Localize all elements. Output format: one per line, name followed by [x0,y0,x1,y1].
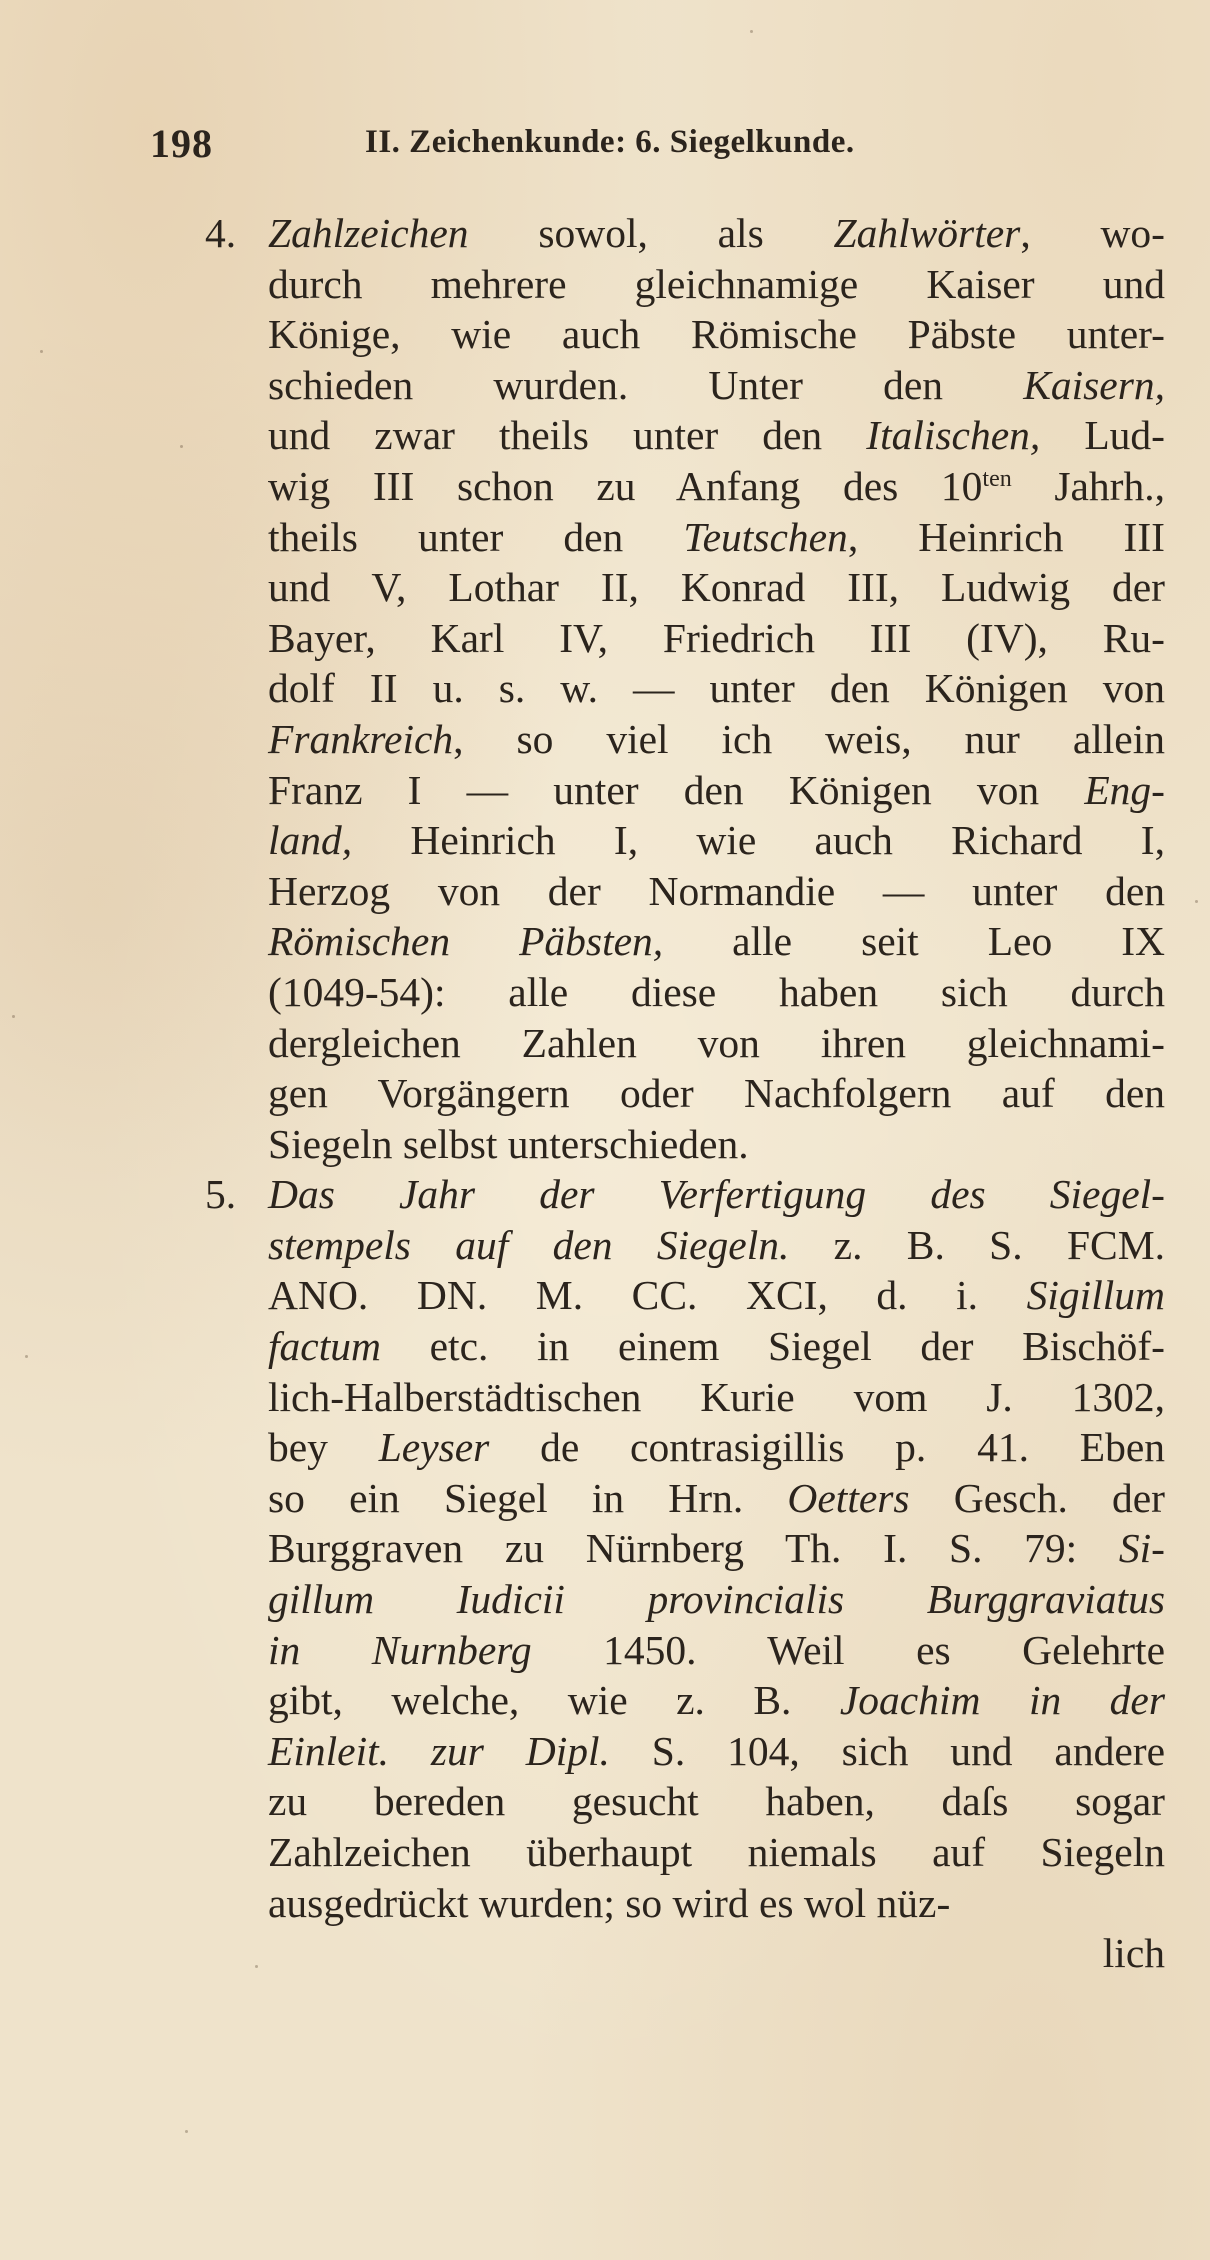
paper-speck [750,30,753,33]
text-line [205,1422,1165,1473]
italic-text: Leyser [378,1424,490,1471]
text-segment: gibt, welche, wie z. B. [268,1677,840,1724]
text-segment: durch mehrere gleichnamige Kaiser und [268,260,1165,307]
italic-text: Zahlwörter [833,210,1021,256]
text-segment: de contrasigillis p. 41. Eben [489,1424,1165,1471]
text-line [205,1625,1165,1676]
page-header [150,118,1170,178]
text-line [205,1523,1165,1574]
text-line [205,1726,1165,1777]
text-segment: sowol, als [468,210,834,256]
text-segment: wig III schon zu Anfang des 10 [268,462,983,509]
italic-text: Römischen Päbsten, [268,918,664,965]
text-line [205,309,1165,360]
text-line [205,1068,1165,1119]
text-segment: Herzog von der Normandie — unter den [268,867,1165,914]
italic-text: Einleit. zur Dipl. [268,1727,610,1774]
italic-text: Frankreich [268,715,454,762]
paper-speck [40,350,43,353]
text-line [205,613,1165,664]
text-segment: ausgedrückt wurden; so wird es wol nüz- [268,1879,951,1926]
text-segment: und zwar theils unter den [268,412,867,459]
text-line [205,663,1165,714]
text-line [205,208,1165,259]
item-number: 4. [205,210,237,256]
italic-text: Teutschen [683,513,848,560]
text-segment: S. 104, sich und andere [609,1727,1165,1774]
italic-text: Eng- [1084,766,1165,813]
italic-text: stempels auf den Siegeln. [268,1221,790,1268]
text-segment: Franz I — unter den Königen von [268,766,1085,813]
text-segment: gen Vorgängern oder Nachfolgern auf den [268,1070,1165,1117]
text-segment: alle seit Leo IX [663,918,1165,965]
italic-text: Oetters [787,1474,910,1521]
text-line [205,1119,1165,1170]
text-line [205,967,1165,1018]
text-segment: etc. in einem Siegel der Bischöf- [380,1323,1165,1370]
text-segment: Burggraven zu Nürnberg Th. I. S. 79: [268,1525,1119,1572]
italic-text: land, [268,817,353,864]
text-line [205,1018,1165,1069]
text-segment: Bayer, Karl IV, Friedrich III (IV), Ru- [268,614,1165,661]
italic-text: Das Jahr der Verfertigung des Siegel- [268,1171,1165,1218]
text-segment: , so viel ich weis, nur allein [453,715,1165,762]
text-segment: schieden wurden. Unter den [268,361,1024,408]
text-segment: (1049-54): alle diese haben sich durch [268,968,1165,1015]
text-line [205,360,1165,411]
paper-speck [25,1355,28,1358]
text-line [205,1675,1165,1726]
text-segment: 1450. Weil es Gelehrte [531,1626,1165,1673]
text-segment: dolf II u. s. w. — unter den Königen von [268,665,1165,712]
text-segment: zu bereden gesucht haben, daſs sogar [268,1778,1165,1825]
text-segment: , Heinrich III [847,513,1165,560]
text-segment: und V, Lothar II, Konrad III, Ludwig der [268,564,1165,611]
text-line [205,461,1165,512]
italic-text: Joachim in der [839,1677,1165,1724]
text-line [205,562,1165,613]
body-text [205,208,1165,1979]
text-line [205,1270,1165,1321]
text-line [205,1574,1165,1625]
text-line [205,765,1165,816]
text-segment: Lud- [1040,412,1166,459]
text-segment: , wo- [1020,210,1166,256]
text-line [205,1776,1165,1827]
text-segment: bey [268,1424,379,1471]
page-number: 198 [150,121,213,166]
catchword: lich [1102,1930,1165,1977]
running-head: II. Zeichenkunde: 6. Siegelkunde. [365,124,855,160]
italic-text: factum [268,1323,381,1370]
paper-speck [1195,900,1198,903]
text-segment: z. B. S. FCM. [789,1221,1165,1268]
text-line [205,916,1165,967]
text-line [205,1372,1165,1423]
text-line [205,1827,1165,1878]
italic-text: Kaisern, [1023,361,1165,408]
italic-text: in Nurnberg [268,1626,532,1673]
text-segment: Zahlzeichen überhaupt niemals auf Siegeln [268,1829,1165,1875]
text-segment: Gesch. der [909,1474,1166,1521]
text-segment: lich-Halberstädtischen Kurie vom J. 1302, [268,1373,1165,1420]
text-line [205,410,1165,461]
italic-text: gillum Iudicii provincialis Burggraviatus [268,1576,1165,1623]
superscript-text: ten [982,465,1012,492]
text-line [205,1878,1165,1929]
item-number: 5. [205,1171,237,1218]
paper-speck [255,1965,258,1968]
italic-text: Zahlzeichen [268,210,469,256]
paper-speck [180,445,183,448]
text-line [205,259,1165,310]
text-segment: ANO. DN. M. CC. XCI, d. i. [268,1272,1027,1319]
text-line [205,714,1165,765]
paper-speck [12,1015,15,1018]
text-line [205,815,1165,866]
text-segment: Heinrich I, wie auch Richard I, [352,817,1165,864]
paper-speck [185,2130,188,2133]
text-line [205,866,1165,917]
text-segment: Könige, wie auch Römische Päbste unter- [268,311,1165,358]
text-line [205,512,1165,563]
italic-text: Sigillum [1026,1272,1165,1319]
text-line [205,1220,1165,1271]
italic-text: Italischen, [866,412,1041,459]
text-segment: Siegeln selbst unterschieden. [268,1120,749,1167]
text-line [205,1473,1165,1524]
italic-text: Si- [1118,1525,1165,1572]
text-line [205,1321,1165,1372]
text-segment: theils unter den [268,513,684,560]
text-segment: so ein Siegel in Hrn. [268,1474,788,1521]
text-line [205,1169,1165,1220]
text-segment: dergleichen Zahlen von ihren gleichnami- [268,1019,1165,1066]
text-segment: Jahrh., [1011,462,1165,509]
